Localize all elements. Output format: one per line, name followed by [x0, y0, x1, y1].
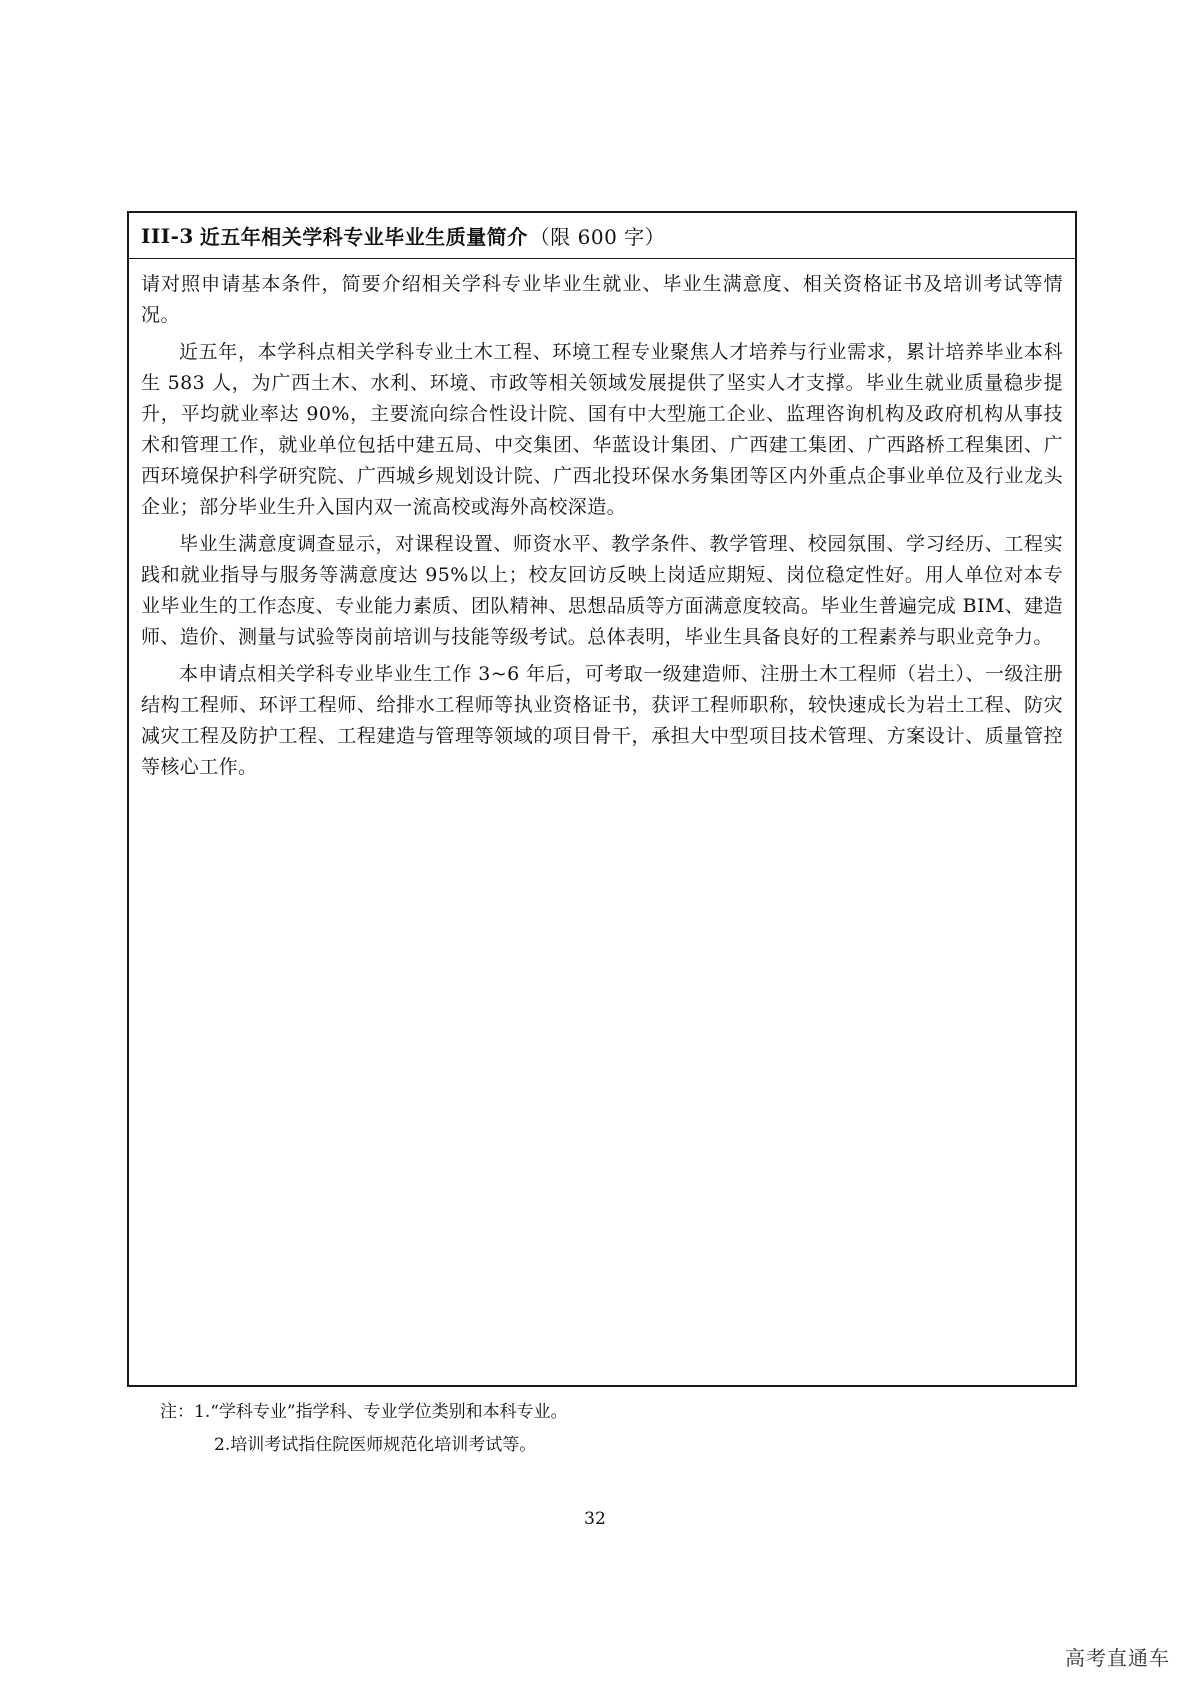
paragraph-certification: 本申请点相关学科专业毕业生工作 3~6 年后，可考取一级建造师、注册土木工程师（岩土）、一级注册结构工程师、环评工程师、给排水工程师等执业资格证书，获评工程师职称，较快速成长为岩土工程、防灾减灾工程及防护工程、工程建造与管理等领域的项目骨干，承担大中型项目技术管理、方案设计、质量管控等核心工作。	[141, 663, 1063, 778]
paragraph-employment: 近五年，本学科点相关学科专业土木工程、环境工程专业聚焦人才培养与行业需求，累计培养毕业本科生 583 人，为广西土木、水利、环境、市政等相关领域发展提供了坚实人才支撑。毕业生就业质量稳步提升，平均就业率达 90%，主要流向综合性设计院、国有中大型施工企业、监理咨询机构及政府机构从事技术和管理工作，就业单位包括中建五局、中交集团、华蓝设计集团、广西建工集团、广西路桥工程集团、广西环境保护科学研究院、广西城乡规划设计院、广西北投环保水务集团等区内外重点企事业单位及行业龙头企业；部分毕业生升入国内双一流高校或海外高校深造。	[141, 341, 1063, 518]
section-header	[129, 213, 1075, 259]
page-number: 32	[584, 1509, 606, 1529]
section-content	[129, 259, 1075, 783]
paragraph-satisfaction: 毕业生满意度调查显示，对课程设置、师资水平、教学条件、教学管理、校园氛围、学习经历、工程实践和就业指导与服务等满意度达 95%以上；校友回访反映上岗适应期短、岗位稳定性好。用人单位对本专业毕业生的工作态度、专业能力素质、团队精神、思想品质等方面满意度较高。毕业生普遍完成 BIM、建造师、造价、测量与试验等岗前培训与技能等级考试。总体表明，毕业生具备良好的工程素养与职业竞争力。	[141, 533, 1063, 648]
watermark: 高考直通车	[1065, 1646, 1170, 1670]
section-code: III-3	[141, 223, 194, 248]
footnote-2: 2.培训考试指住院医师规范化培训考试等。	[214, 1435, 537, 1455]
form-table	[127, 211, 1077, 1387]
footnote-1: 注：1.“学科专业”指学科、专业学位类别和本科专业。	[160, 1402, 568, 1422]
instruction-text: 请对照申请基本条件，简要介绍相关学科专业毕业生就业、毕业生满意度、相关资格证书及培训考试等情况。	[141, 273, 1063, 326]
footnotes	[160, 1396, 568, 1462]
section-title: 近五年相关学科专业毕业生质量简介	[199, 225, 528, 249]
section-limit: （限 600 字）	[529, 225, 666, 249]
